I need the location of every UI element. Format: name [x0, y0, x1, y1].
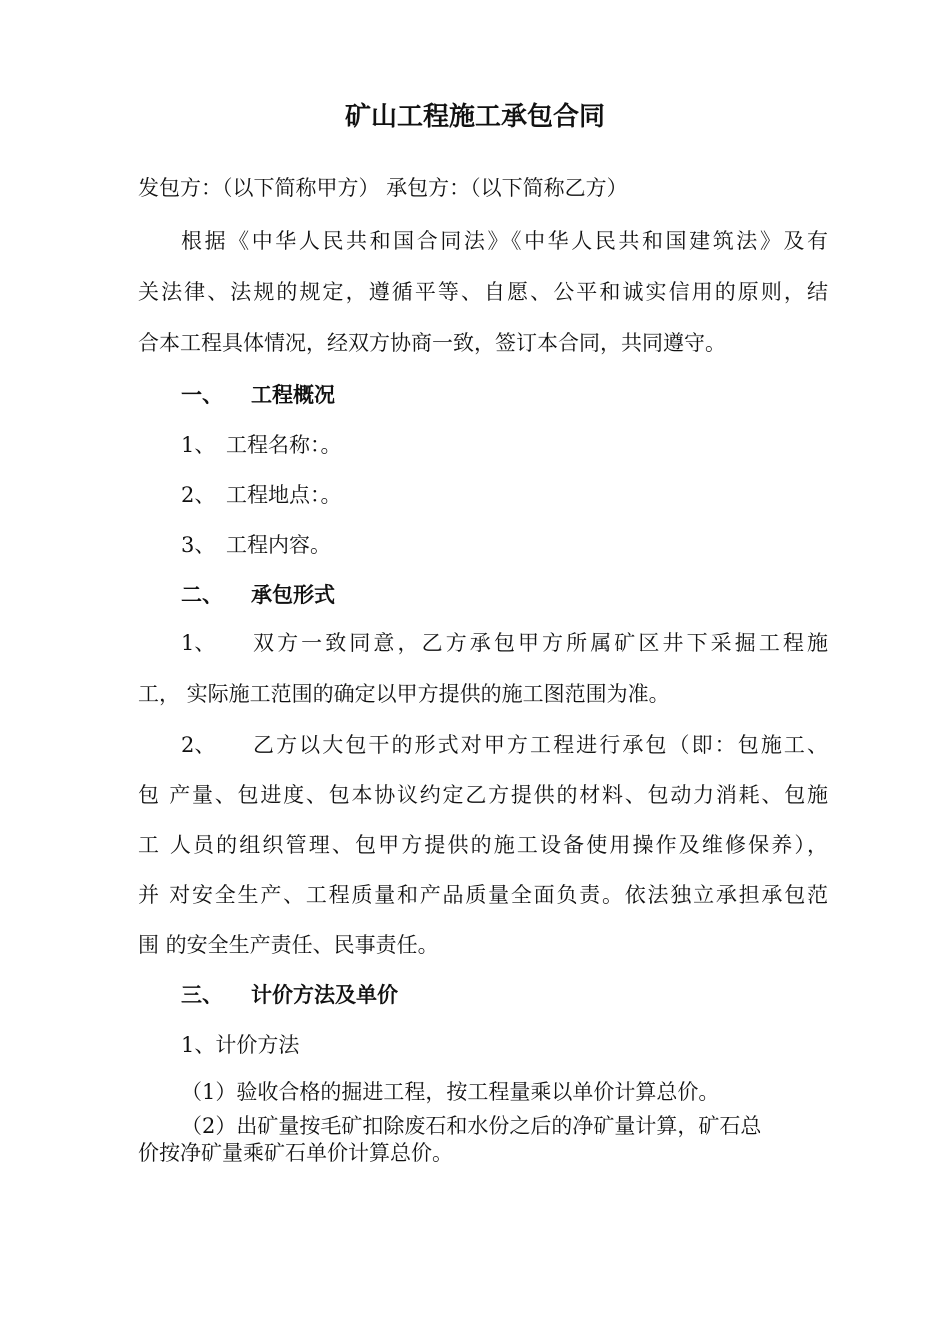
paragraph-2-line-2: 价按净矿量乘矿石单价计算总价。	[138, 1141, 453, 1165]
section-2-item-2-line-5: 围 的安全生产责任、民事责任。	[138, 933, 439, 957]
section-2-item-1-line-2: 工， 实际施工范围的确定以甲方提供的施工图范围为准。	[138, 682, 670, 706]
item-text: 工程名称：。	[226, 433, 342, 457]
section-2-item-1-line-1	[181, 628, 828, 658]
preamble-line-2: 关法律、法规的规定，遵循平等、自愿、公平和诚实信用的原则，结	[138, 280, 828, 304]
subsection-1-heading: 1、计价方法	[181, 1033, 300, 1057]
section-title: 计价方法及单价	[251, 983, 398, 1007]
list-item	[181, 530, 871, 560]
parties-line: 发包方：（以下简称甲方） 承包方：（以下简称乙方）	[138, 176, 628, 200]
item-text: 工程内容。	[226, 533, 331, 557]
section-2-item-2-line-1	[181, 730, 828, 760]
list-item	[181, 480, 871, 510]
section-number: 三、	[181, 983, 223, 1007]
item-text: 双方一致同意，乙方承包甲方所属矿区井下采掘工程施	[253, 631, 828, 655]
preamble-line-1: 根据《中华人民共和国合同法》《中华人民共和国建筑法》及有	[181, 229, 828, 253]
section-number: 一、	[181, 383, 223, 407]
section-2-item-2-line-3: 工 人员的组织管理、包甲方提供的施工设备使用操作及维修保养），	[138, 833, 828, 857]
item-number: 1、	[181, 433, 216, 457]
paragraph-1: （1）验收合格的掘进工程，按工程量乘以单价计算总价。	[181, 1080, 720, 1104]
list-item	[181, 430, 871, 460]
paragraph-2-line-1: （2）出矿量按毛矿扣除废石和水份之后的净矿量计算，矿石总	[181, 1114, 762, 1138]
item-text: 乙方以大包干的形式对甲方工程进行承包（即：包施工、	[253, 733, 828, 757]
section-2-item-2-line-4: 并 对安全生产、工程质量和产品质量全面负责。依法独立承担承包范	[138, 883, 828, 907]
item-text: 工程地点：。	[226, 483, 342, 507]
section-number: 二、	[181, 583, 223, 607]
item-number: 2、	[181, 483, 216, 507]
item-number: 1、	[181, 631, 216, 655]
item-number: 2、	[181, 733, 216, 757]
section-title: 工程概况	[251, 383, 335, 407]
section-3-heading	[181, 980, 871, 1010]
document-title: 矿山工程施工承包合同	[344, 102, 605, 132]
preamble-line-3: 合本工程具体情况，经双方协商一致，签订本合同，共同遵守。	[138, 331, 726, 355]
section-1-heading	[181, 380, 871, 410]
section-2-item-2-line-2: 包 产量、包进度、包本协议约定乙方提供的材料、包动力消耗、包施	[138, 783, 828, 807]
section-title: 承包形式	[251, 583, 335, 607]
item-number: 3、	[181, 533, 216, 557]
section-2-heading	[181, 580, 871, 610]
